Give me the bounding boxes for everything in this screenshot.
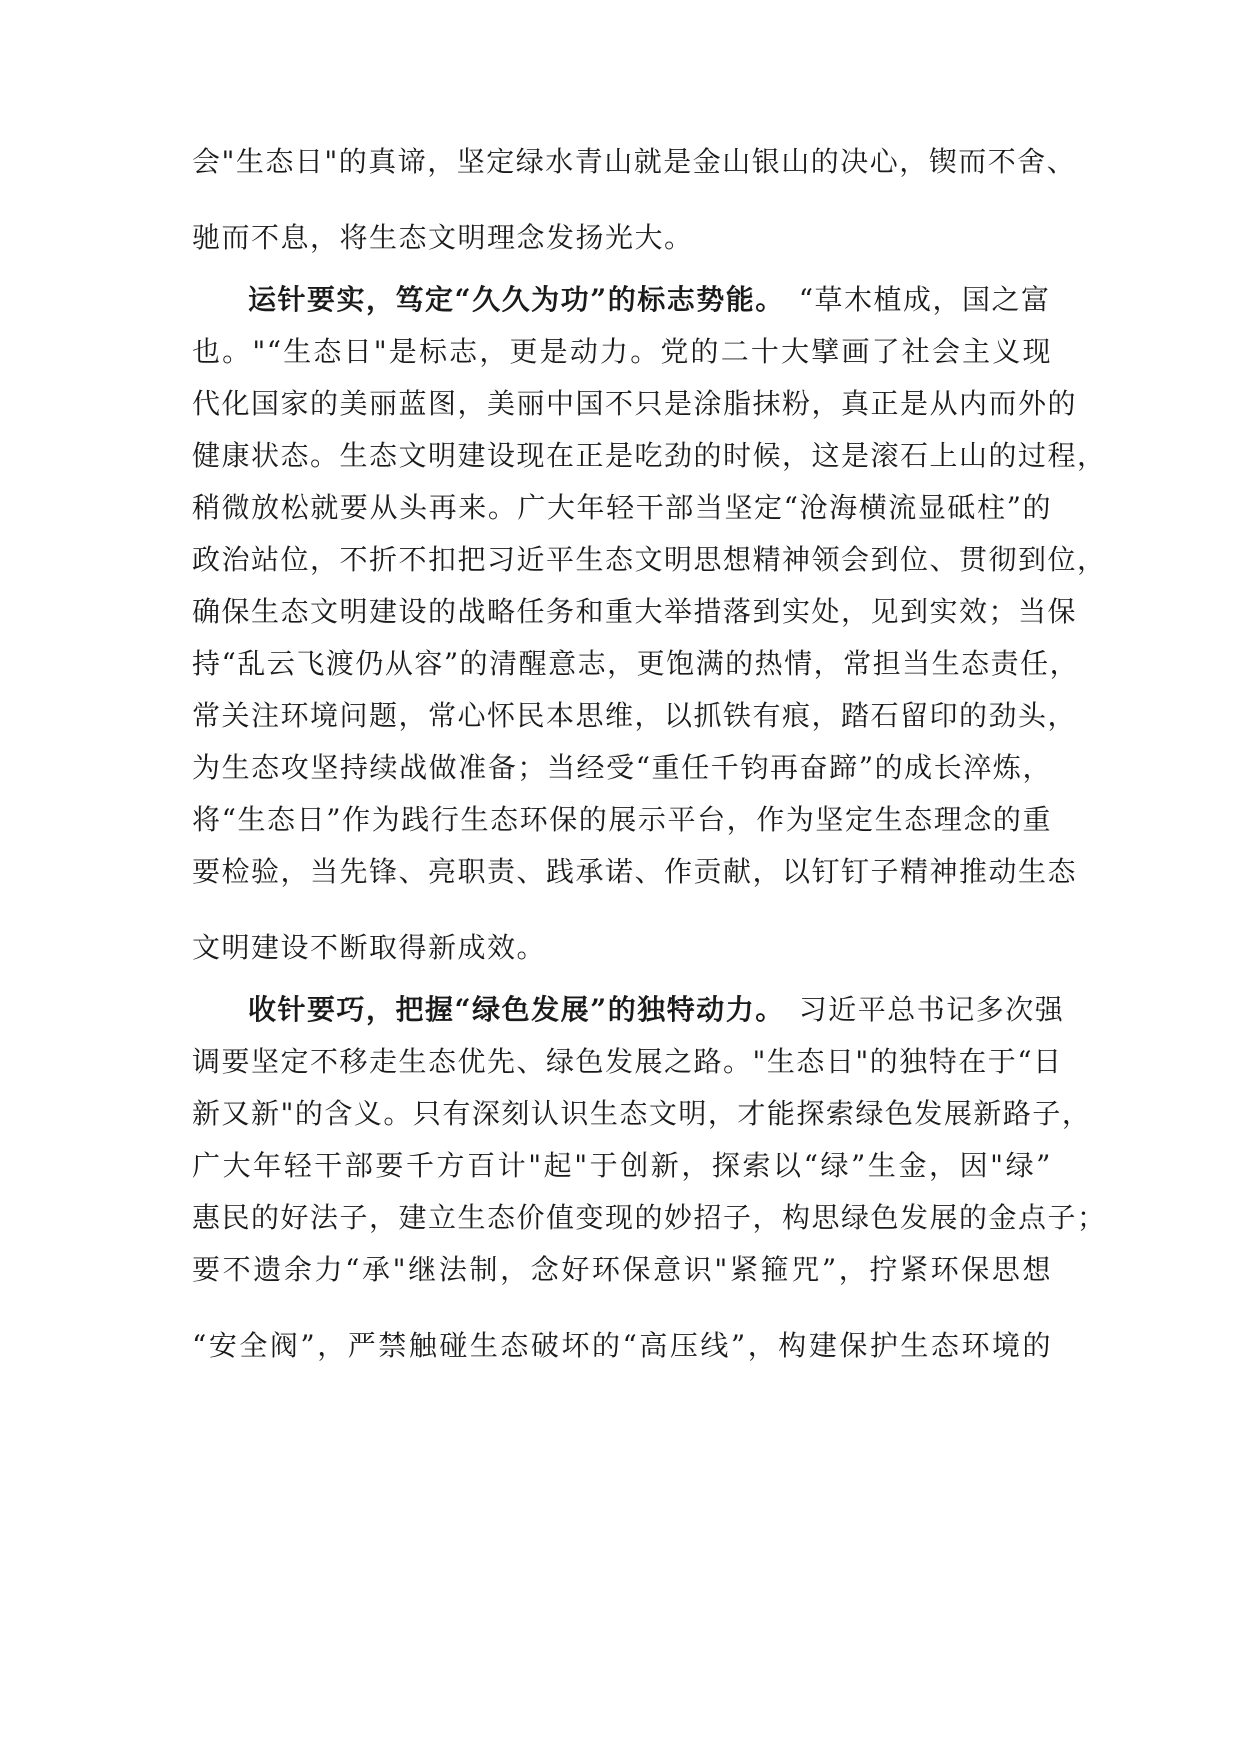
paragraph-3-line-5: 惠民的好法子，建立生态价值变现的妙招子，构思绿色发展的金点子； bbox=[192, 1201, 1107, 1234]
paragraph-2-line-11: 将“生态日”作为践行生态环保的展示平台，作为坚定生态理念的重 bbox=[192, 803, 1052, 836]
paragraph-2-line-12: 要检验，当先锋、亮职责、践承诺、作贡献，以钉钉子精神推动生态 bbox=[192, 855, 1078, 888]
paragraph-2-line-2: 也。"“生态日"是标志，更是动力。党的二十大擘画了社会主义现 bbox=[192, 335, 1052, 368]
paragraph-2-line-3: 代化国家的美丽蓝图，美丽中国不只是涂脂抹粉，真正是从内而外的 bbox=[192, 387, 1078, 420]
paragraph-3-line-1 bbox=[192, 990, 1065, 1030]
paragraph-1-line-1: 会"生态日"的真谛，坚定绿水青山就是金山银山的决心，锲而不舍、 bbox=[192, 145, 1077, 178]
paragraph-3-first-line-text: 习近平总书记多次强 bbox=[798, 993, 1065, 1026]
paragraph-2-line-4: 健康状态。生态文明建设现在正是吃劲的时候，这是滚石上山的过程， bbox=[192, 439, 1107, 472]
paragraph-3-line-4: 广大年轻干部要千方百计"起"于创新，探索以“绿”生金，因"绿” bbox=[192, 1149, 1052, 1182]
paragraph-2-line-8: 持“乱云飞渡仍从容”的清醒意志，更饱满的热情，常担当生态责任， bbox=[192, 647, 1080, 680]
paragraph-2-line-1 bbox=[192, 280, 1052, 320]
paragraph-2-line-6: 政治站位，不折不扣把习近平生态文明思想精神领会到位、贯彻到位， bbox=[192, 543, 1107, 576]
paragraph-2-line-13: 文明建设不断取得新成效。 bbox=[192, 931, 547, 964]
paragraph-2-heading: 运针要实，笃定“久久为功”的标志势能。 bbox=[248, 283, 785, 316]
paragraph-2-line-9: 常关注环境问题，常心怀民本思维，以抓铁有痕，踏石留印的劲头， bbox=[192, 699, 1078, 732]
paragraph-3-line-7: “安全阀”，严禁触碰生态破坏的“高压线”，构建保护生态环境的 bbox=[192, 1329, 1052, 1362]
paragraph-2-line-5: 稍微放松就要从头再来。广大年轻干部当坚定“沧海横流显砥柱”的 bbox=[192, 491, 1052, 524]
paragraph-1-line-2: 驰而不息，将生态文明理念发扬光大。 bbox=[192, 221, 694, 254]
paragraph-2-line-10: 为生态攻坚持续战做准备；当经受“重任千钧再奋蹄”的成长淬炼， bbox=[192, 751, 1052, 784]
paragraph-2-line-7: 确保生态文明建设的战略任务和重大举措落到实处，见到实效；当保 bbox=[192, 595, 1078, 628]
paragraph-3-line-3: 新又新"的含义。只有深刻认识生态文明，才能探索绿色发展新路子， bbox=[192, 1097, 1092, 1130]
paragraph-3-line-6: 要不遗余力“承"继法制，念好环保意识"紧箍咒”，拧紧环保思想 bbox=[192, 1253, 1052, 1286]
paragraph-3-line-2: 调要坚定不移走生态优先、绿色发展之路。"生态日"的独特在于“日 bbox=[192, 1045, 1063, 1078]
paragraph-2-first-line-text: “草木植成，国之富 bbox=[798, 283, 1051, 316]
paragraph-3-heading: 收针要巧，把握“绿色发展”的独特动力。 bbox=[248, 993, 785, 1026]
